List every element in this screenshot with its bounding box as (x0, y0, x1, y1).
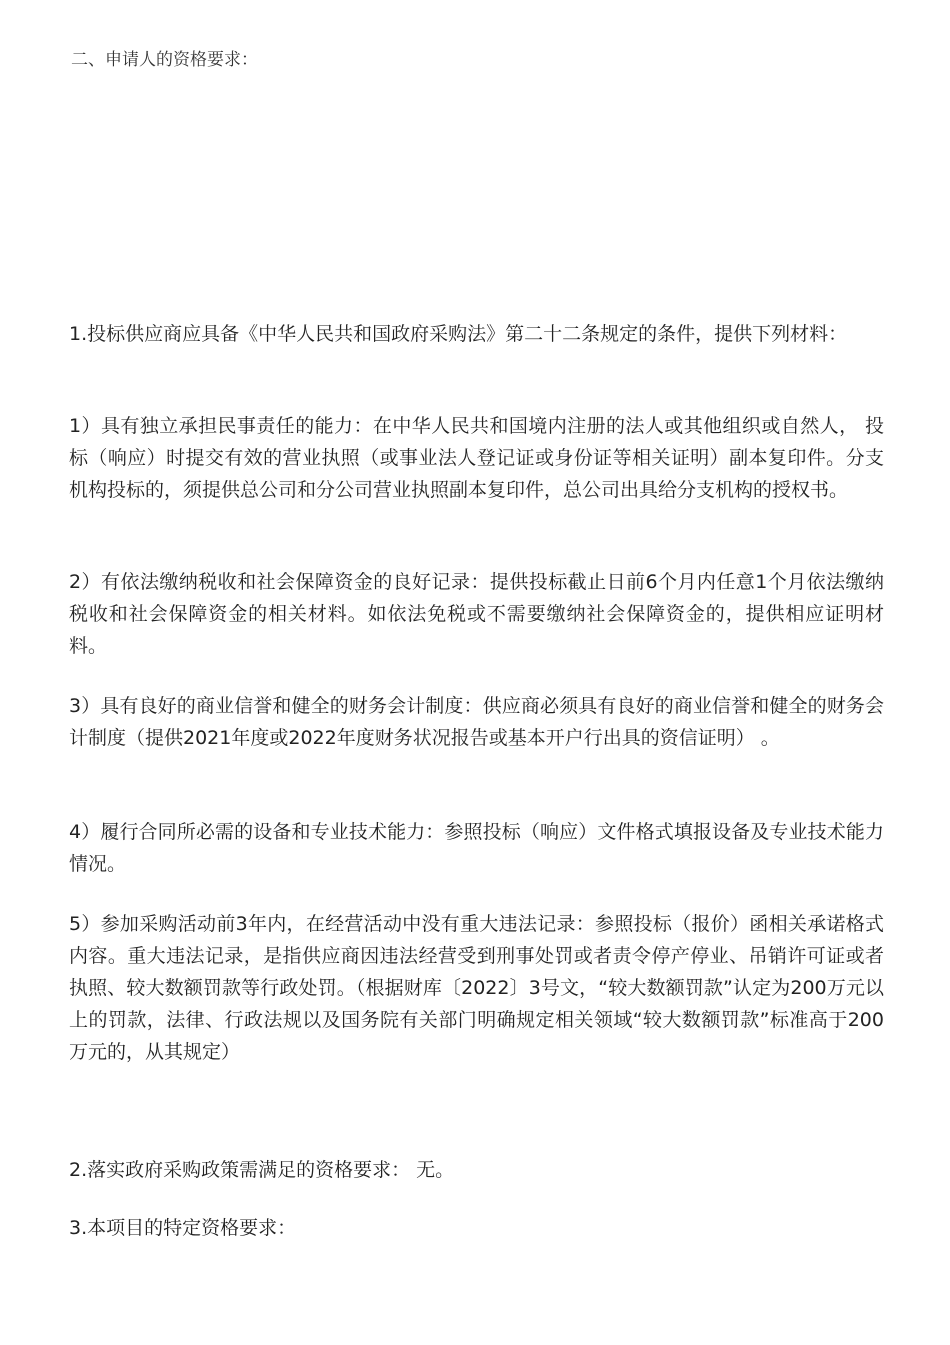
section-heading: 二、申请人的资格要求： (71, 50, 258, 70)
requirement-item-2: 2.落实政府采购政策需满足的资格要求： 无。 (69, 1159, 455, 1181)
requirement-sub-5: 5）参加采购活动前3年内，在经营活动中没有重大违法记录：参照投标（报价）函相关承诺格式内容。重大违法记录，是指供应商因违法经营受到刑事处罚或者责令停产停业、吊销许可证或者执照、较大数额罚款等行政处罚。（根据财库〔2022〕3号文，“较大数额罚款”认定为200万元以上的罚款，法律、行政法规以及国务院有关部门明确规定相关领域“较大数额罚款”标准高于200万元的，从其规定） (69, 913, 884, 1063)
requirement-item-1: 1.投标供应商应具备《中华人民共和国政府采购法》第二十二条规定的条件，提供下列材料： (69, 323, 848, 345)
requirement-sub-2: 2）有依法缴纳税收和社会保障资金的良好记录：提供投标截止日前6个月内任意1个月依法缴纳税收和社会保障资金的相关材料。如依法免税或不需要缴纳社会保障资金的，提供相应证明材料。 (69, 571, 884, 657)
requirement-sub-3: 3）具有良好的商业信誉和健全的财务会计制度：供应商必须具有良好的商业信誉和健全的财务会计制度（提供2021年度或2022年度财务状况报告或基本开户行出具的资信证明） 。 (69, 695, 884, 749)
requirement-sub-1: 1）具有独立承担民事责任的能力：在中华人民共和国境内注册的法人或其他组织或自然人， 投标（响应）时提交有效的营业执照（或事业法人登记证或身份证等相关证明）副本复印件。分支机构投标的，须提供总公司和分公司营业执照副本复印件，总公司出具给分支机构的授权书。 (69, 415, 884, 501)
requirement-item-3: 3.本项目的特定资格要求： (69, 1217, 297, 1239)
requirement-sub-4: 4）履行合同所必需的设备和专业技术能力：参照投标（响应）文件格式填报设备及专业技术能力情况。 (69, 821, 884, 875)
